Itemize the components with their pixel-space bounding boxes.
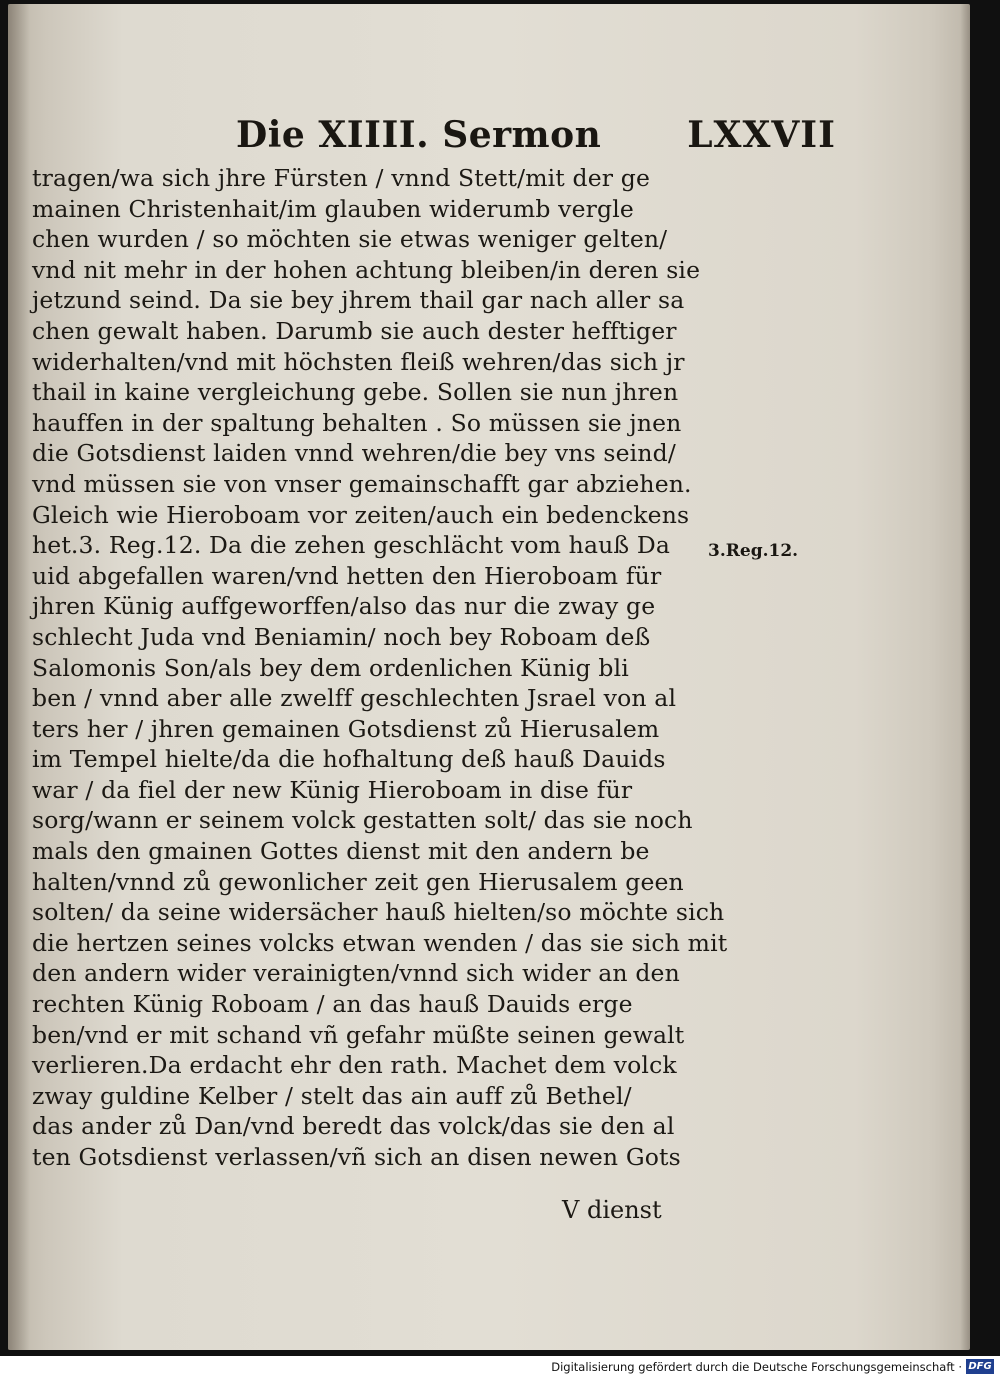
folio-number: LXXVII — [687, 114, 836, 156]
text-line: uid abgefallen waren/vnd hetten den Hieroboam für — [32, 561, 662, 590]
text-line: vnd müssen sie von vnser gemainschafft gar abziehen. — [32, 469, 692, 498]
text-line: vnd nit mehr in der hohen achtung bleiben/in deren sie — [32, 255, 701, 284]
text-line: hauffen in der spaltung behalten . So müssen sie jnen — [32, 408, 682, 437]
text-line: sorg/wann er seinem volck gestatten solt/ das sie noch — [32, 806, 693, 835]
page-header — [228, 112, 838, 160]
text-line: jetzund seind. Da sie bey jhrem thail gar nach aller sa — [32, 286, 685, 315]
text-line: rechten Künig Roboam / an das hauß Dauids erge — [32, 990, 633, 1019]
text-line: die Gotsdienst laiden vnnd wehren/die bey vns seind/ — [32, 439, 676, 468]
text-line: mals den gmainen Gottes dienst mit den andern be — [32, 837, 650, 866]
text-line: Salomonis Son/als bey dem ordenlichen Künig bli — [32, 653, 629, 682]
text-line: widerhalten/vnd mit höchsten fleiß wehren/das sich jr — [32, 347, 685, 376]
text-line: ben / vnnd aber alle zwelff geschlechten Jsrael von al — [32, 684, 677, 713]
text-line: zway guldine Kelber / stelt das ain auff zů Bethel/ — [32, 1081, 632, 1110]
text-line: verlieren.Da erdacht ehr den rath. Machet dem volck — [32, 1051, 677, 1080]
text-line: solten/ da seine widersächer hauß hielten/so möchte sich — [32, 898, 725, 927]
text-line: Gleich wie Hieroboam vor zeiten/auch ein bedenckens — [32, 500, 690, 529]
text-line: chen gewalt haben. Darumb sie auch dester hefftiger — [32, 316, 677, 345]
text-line: den andern wider verainigten/vnnd sich wider an den — [32, 959, 680, 988]
catchword: V dienst — [562, 1196, 662, 1224]
marginal-reference: 3.Reg.12. — [708, 541, 799, 561]
text-line: halten/vnnd zů gewonlicher zeit gen Hierusalem geen — [32, 867, 684, 896]
text-line: thail in kaine vergleichung gebe. Sollen sie nun jhren — [32, 378, 679, 407]
text-line: ters her / jhren gemainen Gotsdienst zů Hierusalem — [32, 714, 660, 743]
text-line: die hertzen seines volcks etwan wenden / das sie sich mit — [32, 928, 728, 957]
text-line: ben/vnd er mit schand vñ gefahr müßte seinen gewalt — [32, 1020, 685, 1049]
text-line: im Tempel hielte/da die hofhaltung deß hauß Dauids — [32, 745, 666, 774]
text-line: mainen Christenhait/im glauben widerumb vergle — [32, 194, 634, 223]
text-line: war / da fiel der new Künig Hieroboam in dise für — [32, 775, 633, 804]
dfg-logo-icon: DFG — [966, 1359, 994, 1374]
text-line: jhren Künig auffgeworffen/also das nur die zway ge — [32, 592, 656, 621]
footer-bar — [0, 1356, 1000, 1379]
text-line: chen wurden / so möchten sie etwas weniger gelten/ — [32, 225, 668, 254]
text-line: het.3. Reg.12. Da die zehen geschlächt vom hauß Da — [32, 531, 671, 560]
text-line: tragen/wa sich jhre Fürsten / vnnd Stett/mit der ge — [32, 164, 651, 192]
body-text — [32, 163, 728, 1173]
running-head: Die XIIII. Sermon — [236, 114, 602, 156]
text-line: das ander zů Dan/vnd beredt das volck/das sie den al — [32, 1112, 675, 1141]
funding-credit: Digitalisierung gefördert durch die Deutsche Forschungsgemeinschaft · — [551, 1360, 962, 1374]
text-line: ten Gotsdienst verlassen/vñ sich an disen newen Gots — [32, 1143, 681, 1171]
text-line: schlecht Juda vnd Beniamin/ noch bey Roboam deß — [32, 622, 651, 651]
